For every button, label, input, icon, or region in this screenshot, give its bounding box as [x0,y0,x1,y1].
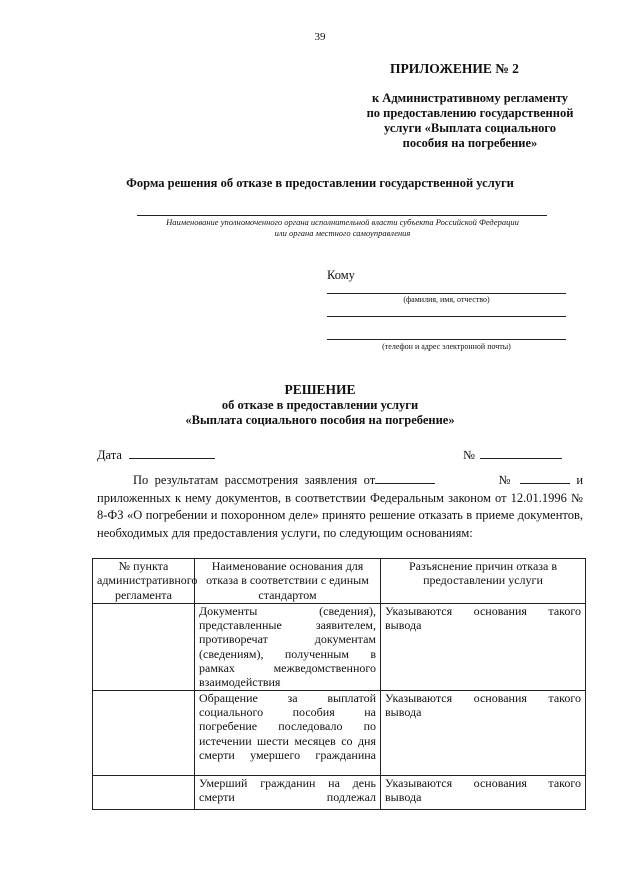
application-date-blank [375,472,435,484]
table-header: Наименование основания для отказа в соответствии с единым стандартом [195,559,381,604]
recipient-extra-line [327,316,566,317]
table-header: Разъяснение причин отказа в предоставлении услуги [381,559,586,604]
table-row [93,775,586,809]
recipient-name-line [327,293,566,294]
table-row [93,603,586,690]
application-number-blank [520,472,570,484]
body-text-part: По результатам рассмотрения заявления от [133,473,376,487]
recipient-label: Кому [327,268,355,282]
table-cell-ground: Обращение за выплатой социального пособия на погребение последовало по истечении шести месяцев со дня смерти умершего гражданина [195,690,381,775]
table-cell-explanation: Указываются основания такого вывода [381,775,586,809]
authority-name-line [137,215,547,216]
table-cell-number [93,603,195,690]
appendix-subtitle [320,91,620,151]
table-cell-ground: Умерший гражданин на день смерти подлежал [195,775,381,809]
page-number: 39 [314,31,326,43]
authority-caption-line: или органа местного самоуправления [274,228,411,238]
table-cell-explanation: Указываются основания такого вывода [381,690,586,775]
decision-heading [0,382,640,428]
number-blank [480,447,562,459]
body-text-part: № [498,473,514,487]
body-paragraph [97,472,583,542]
recipient-contact-caption: (телефон и адрес электронной почты) [382,342,511,351]
appendix-line: по предоставлению государственной [366,106,574,120]
appendix-line: пособия на погребение» [402,136,538,150]
number-field [463,447,562,463]
decision-title: РЕШЕНИЕ [284,382,356,397]
appendix-line: к Административному регламенту [371,91,568,105]
body-text-part: и приложенных к нему документов, в соответствии Федеральным законом от 12.01.1996 № 8-ФЗ «О погребении и похоронном деле» принято решение отказать в приеме документов, необходимых для предоставления услуги, по следующим основаниям: [97,473,584,540]
appendix-title: ПРИЛОЖЕНИЕ № 2 [390,61,519,76]
authority-caption [110,217,575,239]
date-label: Дата [97,448,122,462]
recipient-name-caption: (фамилия, имя, отчество) [403,295,490,304]
table-cell-number [93,775,195,809]
recipient-contact-line [327,339,566,340]
table-header: № пункта административного регламента [93,559,195,604]
authority-caption-line: Наименование уполномоченного органа исполнительной власти субъекта Российской Федерации [166,217,519,227]
table-cell-explanation: Указываются основания такого вывода [381,603,586,690]
appendix-line: услуги «Выплата социального [383,121,557,135]
refusal-grounds-table [92,558,586,810]
date-field [97,447,215,463]
decision-subtitle: об отказе в предоставлении услуги [221,398,419,412]
table-cell-number [93,690,195,775]
number-label: № [463,448,475,462]
decision-service-name: «Выплата социального пособия на погребение» [185,413,455,427]
table-row [93,690,586,775]
table-header-row [93,559,586,604]
table-cell-ground: Документы (сведения), представленные заявителем, противоречат документам (сведениям), полученным в рамках межведомственного взаимодействия [195,603,381,690]
date-blank [129,447,215,459]
form-title: Форма решения об отказе в предоставлении государственной услуги [126,176,514,190]
